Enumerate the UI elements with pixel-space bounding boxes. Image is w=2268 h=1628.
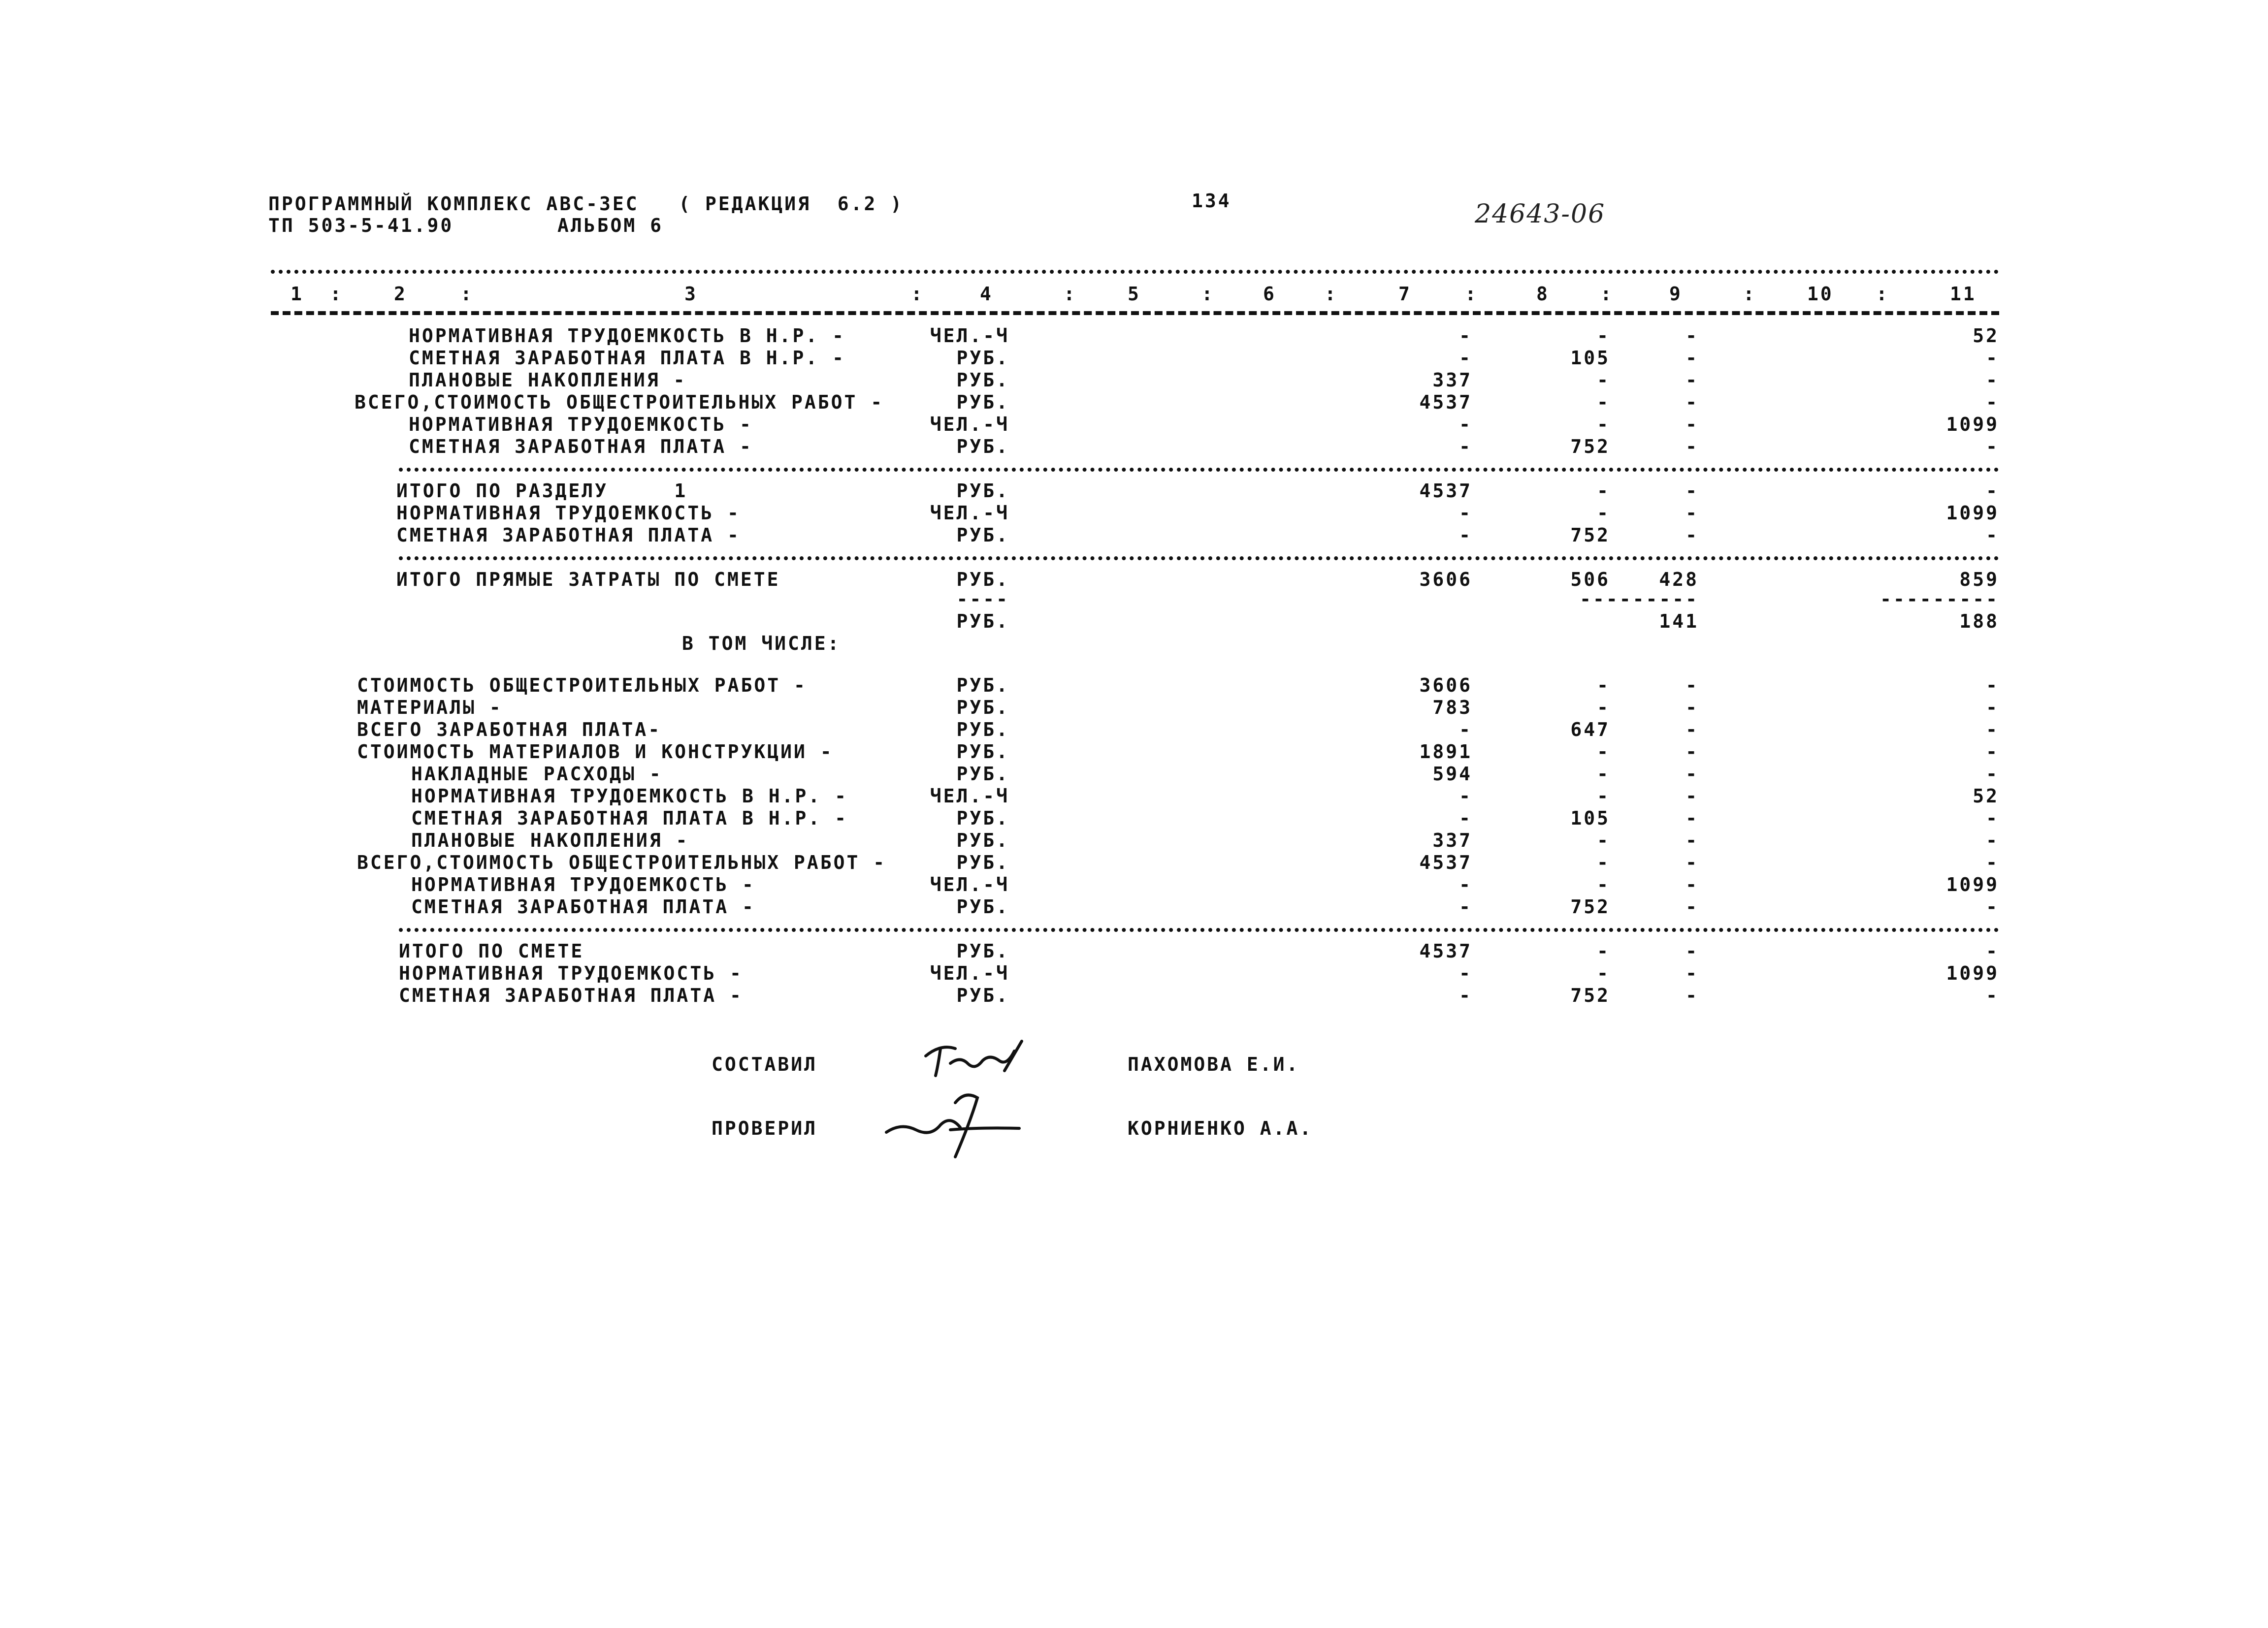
- row-label: ИТОГО ПО РАЗДЕЛУ 1: [396, 480, 688, 502]
- row-label: ИТОГО ПРЯМЫЕ ЗАТРАТЫ ПО СМЕТЕ: [396, 569, 780, 590]
- cell-col11: -: [1986, 719, 1999, 740]
- cell-col8: -: [1597, 414, 1610, 435]
- column-header-4: 4: [980, 283, 993, 305]
- cell-col8: -: [1597, 697, 1610, 718]
- row-unit: РУБ.: [956, 985, 1009, 1006]
- row-unit: ЧЕЛ.-Ч: [930, 785, 1009, 807]
- cell-col9: -: [1685, 785, 1699, 807]
- cell-col8: -: [1597, 962, 1610, 984]
- row-unit: РУБ.: [956, 807, 1009, 829]
- column-separator: :: [1201, 283, 1215, 305]
- cell-col7: 1891: [1419, 741, 1472, 763]
- row-unit: РУБ.: [956, 480, 1009, 502]
- cell-col9: -: [1685, 480, 1699, 502]
- cell-col7: -: [1459, 347, 1472, 369]
- row-unit: РУБ.: [956, 524, 1009, 546]
- column-separator: :: [911, 283, 924, 305]
- cell-col7: -: [1459, 874, 1472, 895]
- cell-col9: -: [1685, 719, 1699, 740]
- row-label: НОРМАТИВНАЯ ТРУДОЕМКОСТЬ -: [409, 414, 753, 435]
- cell-col11: -: [1986, 807, 1999, 829]
- cell-col9: -: [1685, 369, 1699, 391]
- signature-compiled-icon: [921, 1036, 1029, 1090]
- cell-col8: -: [1597, 502, 1610, 524]
- cell-col8: 752: [1570, 524, 1610, 546]
- cell-col11: 52: [1973, 325, 1999, 347]
- row-label: СМЕТНАЯ ЗАРАБОТНАЯ ПЛАТА В Н.Р. -: [411, 807, 848, 829]
- handwritten-stamp-number: 24643-06: [1475, 199, 1606, 229]
- cell-col11: -: [1986, 985, 1999, 1006]
- row-label: СМЕТНАЯ ЗАРАБОТНАЯ ПЛАТА -: [396, 524, 741, 546]
- row-label: СМЕТНАЯ ЗАРАБОТНАЯ ПЛАТА -: [409, 436, 753, 457]
- cell-col7: 3606: [1419, 569, 1472, 590]
- page-number: 134: [1192, 190, 1231, 212]
- column-separator: :: [1465, 283, 1478, 305]
- sub-dashes-col11: ---------: [1880, 588, 1999, 610]
- column-separator: :: [1064, 283, 1077, 305]
- cell-col8: -: [1597, 852, 1610, 873]
- cell-col8: 752: [1570, 896, 1610, 918]
- cell-col11: 52: [1973, 785, 1999, 807]
- cell-col7: 594: [1432, 763, 1472, 785]
- row-label: ВСЕГО,СТОИМОСТЬ ОБЩЕСТРОИТЕЛЬНЫХ РАБОТ -: [355, 391, 884, 413]
- column-header-3: 3: [684, 283, 698, 305]
- row-label: НОРМАТИВНАЯ ТРУДОЕМКОСТЬ -: [399, 962, 743, 984]
- cell-col7: 3606: [1419, 674, 1472, 696]
- cell-col7: -: [1459, 785, 1472, 807]
- column-header-11: 11: [1950, 283, 1976, 305]
- row-unit: РУБ.: [956, 852, 1009, 873]
- row-label: СТОИМОСТЬ МАТЕРИАЛОВ И КОНСТРУКЦИИ -: [357, 741, 834, 763]
- row-unit: ЧЕЛ.-Ч: [930, 414, 1009, 435]
- cell-col7: 4537: [1419, 391, 1472, 413]
- signature-checked-icon: [881, 1088, 1024, 1162]
- compiled-by-label: СОСТАВИЛ: [712, 1053, 818, 1075]
- cell-col8: 752: [1570, 985, 1610, 1006]
- column-separator: :: [1600, 283, 1614, 305]
- cell-col11: -: [1986, 436, 1999, 457]
- cell-col8: -: [1597, 940, 1610, 962]
- cell-col9: -: [1685, 674, 1699, 696]
- cell-col9: -: [1685, 985, 1699, 1006]
- cell-col9: -: [1685, 763, 1699, 785]
- cell-col11: -: [1986, 674, 1999, 696]
- cell-col8: 647: [1570, 719, 1610, 740]
- cell-col9: -: [1685, 940, 1699, 962]
- cell-col8: 506: [1570, 569, 1610, 590]
- cell-col11: -: [1986, 524, 1999, 546]
- cell-col11: 1099: [1946, 962, 1999, 984]
- cell-col7: -: [1459, 414, 1472, 435]
- cell-col8: -: [1597, 480, 1610, 502]
- row-label: ПЛАНОВЫЕ НАКОПЛЕНИЯ -: [411, 830, 689, 851]
- checked-by-name: КОРНИЕНКО А.А.: [1128, 1117, 1313, 1139]
- column-header-2: 2: [394, 283, 407, 305]
- row-unit: РУБ.: [956, 347, 1009, 369]
- cell-col8: 105: [1570, 807, 1610, 829]
- column-separator: :: [460, 283, 474, 305]
- column-header-8: 8: [1536, 283, 1550, 305]
- cell-col7: -: [1459, 962, 1472, 984]
- row-label: СМЕТНАЯ ЗАРАБОТНАЯ ПЛАТА В Н.Р. -: [409, 347, 845, 369]
- header-bottom-rule: [271, 311, 1999, 315]
- header-project-code: ТП 503-5-41.90: [268, 215, 454, 236]
- cell-col8: -: [1597, 391, 1610, 413]
- cell-col11: -: [1986, 830, 1999, 851]
- row-label: СМЕТНАЯ ЗАРАБОТНАЯ ПЛАТА -: [399, 985, 743, 1006]
- row-unit: РУБ.: [956, 569, 1009, 590]
- row-unit: ЧЕЛ.-Ч: [930, 325, 1009, 347]
- cell-col7: 337: [1432, 830, 1472, 851]
- row-label: ИТОГО ПО СМЕТЕ: [399, 940, 584, 962]
- section-divider: [399, 468, 1999, 472]
- cell-col8: -: [1597, 741, 1610, 763]
- cell-col7: -: [1459, 524, 1472, 546]
- cell-col11: -: [1986, 896, 1999, 918]
- cell-col11: -: [1986, 369, 1999, 391]
- header-album: АЛЬБОМ 6: [557, 215, 664, 236]
- cell-col9: -: [1685, 962, 1699, 984]
- row-label: НОРМАТИВНАЯ ТРУДОЕМКОСТЬ В Н.Р. -: [411, 785, 848, 807]
- row-label: СМЕТНАЯ ЗАРАБОТНАЯ ПЛАТА -: [411, 896, 755, 918]
- header-program-title: ПРОГРАММНЫЙ КОМПЛЕКС АВС-3ЕС ( РЕДАКЦИЯ 6.2 ): [268, 193, 904, 215]
- column-header-9: 9: [1669, 283, 1683, 305]
- cell-col9: -: [1685, 697, 1699, 718]
- cell-col11: -: [1986, 763, 1999, 785]
- row-unit: РУБ.: [956, 697, 1009, 718]
- cell-col7: -: [1459, 502, 1472, 524]
- cell-col9: -: [1685, 414, 1699, 435]
- row-label: НОРМАТИВНАЯ ТРУДОЕМКОСТЬ -: [411, 874, 755, 895]
- sub-dashes-unit: ----: [956, 588, 1009, 610]
- cell-col9: 428: [1659, 569, 1699, 590]
- cell-col9: -: [1685, 502, 1699, 524]
- column-separator: :: [1325, 283, 1338, 305]
- compiled-by-name: ПАХОМОВА Е.И.: [1128, 1053, 1300, 1075]
- column-separator: :: [1743, 283, 1756, 305]
- cell-col11: 1099: [1946, 502, 1999, 524]
- cell-col11: -: [1986, 940, 1999, 962]
- checked-by-label: ПРОВЕРИЛ: [712, 1117, 818, 1139]
- cell-col8: -: [1597, 325, 1610, 347]
- row-unit: РУБ.: [956, 763, 1009, 785]
- cell-col7: 4537: [1419, 480, 1472, 502]
- cell-col8: -: [1597, 674, 1610, 696]
- cell-col7: -: [1459, 436, 1472, 457]
- cell-col7: 4537: [1419, 852, 1472, 873]
- cell-col7: 4537: [1419, 940, 1472, 962]
- including-label: В ТОМ ЧИСЛЕ:: [682, 633, 841, 654]
- column-header-5: 5: [1128, 283, 1141, 305]
- cell-col8: 752: [1570, 436, 1610, 457]
- cell-col9: -: [1685, 524, 1699, 546]
- cell-col11: -: [1986, 347, 1999, 369]
- section-divider: [399, 928, 1999, 932]
- column-header-7: 7: [1398, 283, 1412, 305]
- row-unit: РУБ.: [956, 896, 1009, 918]
- row-unit: РУБ.: [956, 436, 1009, 457]
- column-separator: :: [330, 283, 343, 305]
- cell-col7: -: [1459, 719, 1472, 740]
- cell-col8: -: [1597, 830, 1610, 851]
- sub-dashes-col9: ---------: [1580, 588, 1699, 610]
- cell-col7: -: [1459, 896, 1472, 918]
- row-label: ПЛАНОВЫЕ НАКОПЛЕНИЯ -: [409, 369, 687, 391]
- cell-col7: -: [1459, 325, 1472, 347]
- cell-col9: -: [1685, 347, 1699, 369]
- cell-col7: -: [1459, 807, 1472, 829]
- row-unit: РУБ.: [956, 391, 1009, 413]
- row-label: МАТЕРИАЛЫ -: [357, 697, 503, 718]
- row-unit: РУБ.: [956, 369, 1009, 391]
- cell-col11: 1099: [1946, 414, 1999, 435]
- cell-col7: -: [1459, 985, 1472, 1006]
- sub-col9: 141: [1659, 610, 1699, 632]
- column-separator: :: [1876, 283, 1889, 305]
- cell-col9: -: [1685, 741, 1699, 763]
- row-unit: ЧЕЛ.-Ч: [930, 874, 1009, 895]
- cell-col11: 1099: [1946, 874, 1999, 895]
- cell-col9: -: [1685, 830, 1699, 851]
- row-label: НАКЛАДНЫЕ РАСХОДЫ -: [411, 763, 663, 785]
- cell-col8: -: [1597, 874, 1610, 895]
- cell-col8: 105: [1570, 347, 1610, 369]
- cell-col11: -: [1986, 480, 1999, 502]
- cell-col11: -: [1986, 391, 1999, 413]
- section-divider: [399, 556, 1999, 560]
- cell-col9: -: [1685, 436, 1699, 457]
- cell-col9: -: [1685, 807, 1699, 829]
- cell-col9: -: [1685, 852, 1699, 873]
- row-label: ВСЕГО,СТОИМОСТЬ ОБЩЕСТРОИТЕЛЬНЫХ РАБОТ -: [357, 852, 887, 873]
- row-unit: ЧЕЛ.-Ч: [930, 502, 1009, 524]
- cell-col11: -: [1986, 697, 1999, 718]
- cell-col11: -: [1986, 852, 1999, 873]
- cell-col11: -: [1986, 741, 1999, 763]
- column-header-1: 1: [291, 283, 304, 305]
- cell-col7: 337: [1432, 369, 1472, 391]
- row-unit: РУБ.: [956, 741, 1009, 763]
- cell-col11: 859: [1959, 569, 1999, 590]
- row-unit: РУБ.: [956, 719, 1009, 740]
- sub-col11: 188: [1959, 610, 1999, 632]
- cell-col9: -: [1685, 325, 1699, 347]
- header-top-rule: [271, 270, 1999, 274]
- cell-col7: 783: [1432, 697, 1472, 718]
- row-label: НОРМАТИВНАЯ ТРУДОЕМКОСТЬ -: [396, 502, 741, 524]
- row-unit: РУБ.: [956, 940, 1009, 962]
- row-label: НОРМАТИВНАЯ ТРУДОЕМКОСТЬ В Н.Р. -: [409, 325, 845, 347]
- cell-col9: -: [1685, 391, 1699, 413]
- row-unit: РУБ.: [956, 674, 1009, 696]
- cell-col8: -: [1597, 763, 1610, 785]
- column-header-10: 10: [1807, 283, 1834, 305]
- row-label: СТОИМОСТЬ ОБЩЕСТРОИТЕЛЬНЫХ РАБОТ -: [357, 674, 807, 696]
- cell-col9: -: [1685, 896, 1699, 918]
- cell-col8: -: [1597, 369, 1610, 391]
- column-header-6: 6: [1263, 283, 1276, 305]
- row-label: ВСЕГО ЗАРАБОТНАЯ ПЛАТА-: [357, 719, 662, 740]
- sub-unit: РУБ.: [956, 610, 1009, 632]
- cell-col8: -: [1597, 785, 1610, 807]
- row-unit: ЧЕЛ.-Ч: [930, 962, 1009, 984]
- row-unit: РУБ.: [956, 830, 1009, 851]
- cell-col9: -: [1685, 874, 1699, 895]
